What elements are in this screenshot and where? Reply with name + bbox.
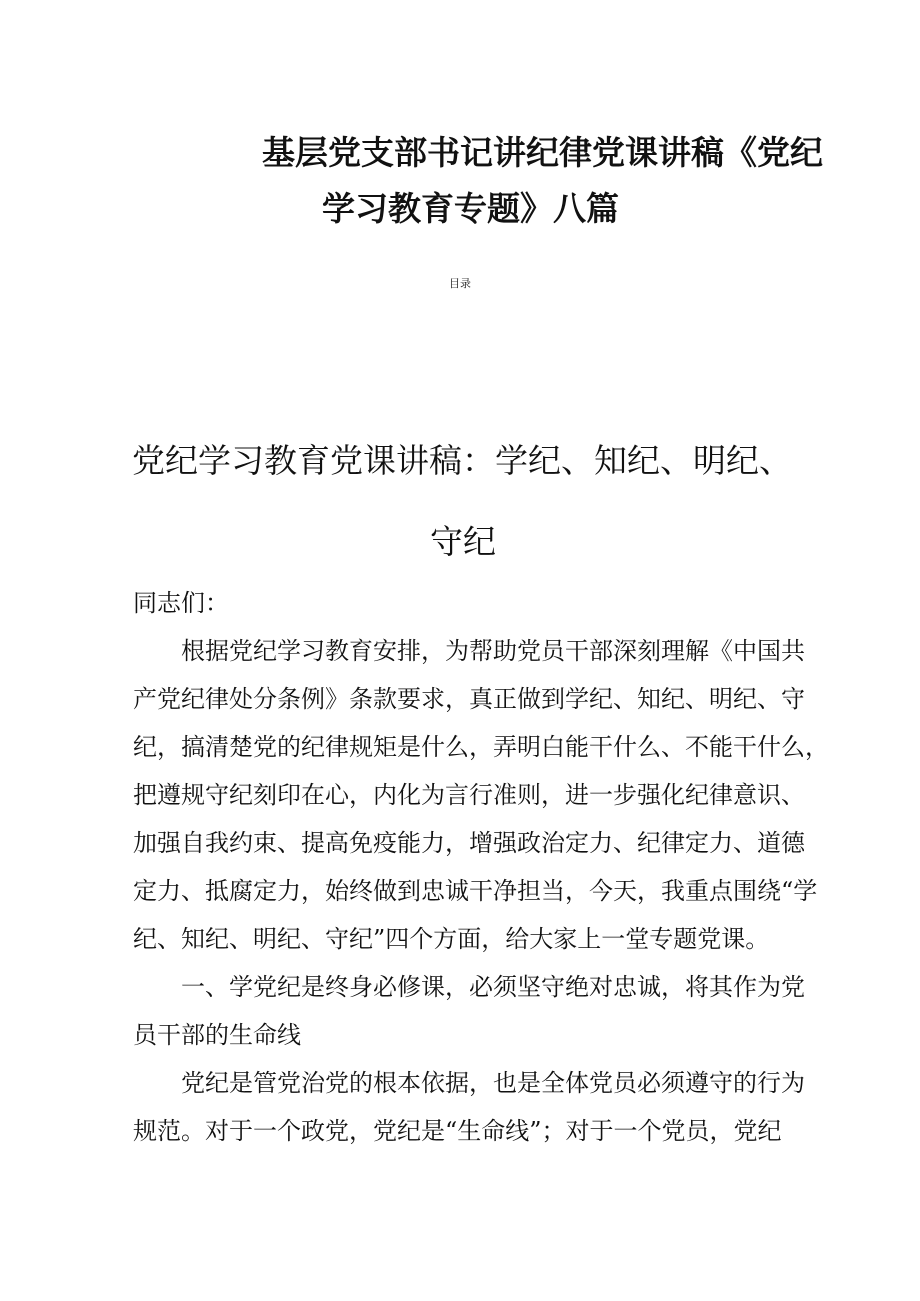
paragraph-line: 加强自我约束、提高免疫能力，增强政治定力、纪律定力、道德	[133, 829, 805, 857]
body-paragraphs	[133, 579, 829, 1155]
paragraph-line: 规范。对于一个政党，党纪是“生命线”；对于一个党员，党纪	[133, 1117, 782, 1145]
document-title-line-1: 基层党支部书记讲纪律党课讲稿《党纪	[262, 133, 823, 172]
salutation: 同志们：	[133, 589, 229, 617]
heading-line: 一、学党纪是终身必修课，必须坚守绝对忠诚，将其作为党	[181, 973, 805, 1001]
toc-label: 目录	[449, 277, 471, 290]
section-title-line-2: 守纪	[430, 522, 496, 561]
document-title-line-2: 学习教育专题》八篇	[322, 189, 619, 228]
paragraph-line: 纪、知纪、明纪、守纪”四个方面，给大家上一堂专题党课。	[133, 925, 770, 953]
heading-line: 员干部的生命线	[133, 1021, 301, 1049]
paragraph-line: 把遵规守纪刻印在心，内化为言行准则，进一步强化纪律意识、	[133, 781, 805, 809]
section-title-line-1: 党纪学习教育党课讲稿：学纪、知纪、明纪、	[132, 441, 792, 480]
paragraph-line: 定力、抵腐定力，始终做到忠诚干净担当，今天，我重点围绕“学	[133, 877, 818, 905]
paragraph-line: 党纪是管党治党的根本依据，也是全体党员必须遵守的行为	[181, 1069, 805, 1097]
paragraph-line: 产党纪律处分条例》条款要求，真正做到学纪、知纪、明纪、守	[133, 685, 805, 713]
paragraph-line: 根据党纪学习教育安排，为帮助党员干部深刻理解《中国共	[181, 637, 805, 665]
paragraph-line: 纪，搞清楚党的纪律规矩是什么，弄明白能干什么、不能干什么，	[133, 733, 829, 761]
